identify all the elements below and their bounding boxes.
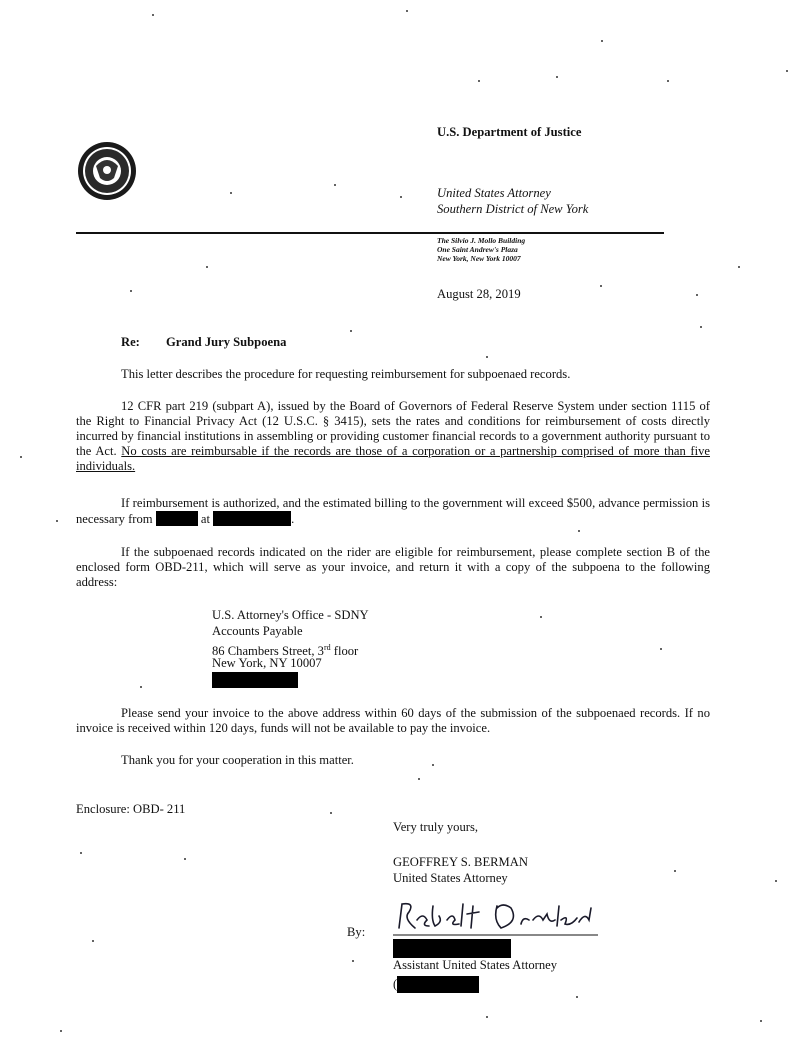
subject-text: Grand Jury Subpoena (166, 335, 287, 349)
scan-speck (478, 80, 480, 82)
salutation: Very truly yours, (393, 820, 478, 834)
scan-speck (92, 940, 94, 942)
scan-speck (738, 266, 740, 268)
signer-title: Assistant United States Attorney (393, 958, 558, 972)
redaction-box (213, 511, 291, 526)
doj-seal (76, 140, 138, 202)
scan-speck (230, 192, 232, 194)
by-label: By: (347, 925, 366, 939)
paragraph-3 (76, 496, 710, 527)
paragraph-6: Thank you for your cooperation in this matter. (121, 753, 354, 767)
scan-speck (760, 1020, 762, 1022)
enclosure-line: Enclosure: OBD- 211 (76, 802, 186, 816)
department-heading: U.S. Department of Justice (437, 125, 582, 139)
address-line-1: The Silvio J. Mollo Building (437, 236, 526, 245)
scan-speck (556, 76, 558, 78)
redaction-box (212, 672, 298, 688)
remit-address-line-1: U.S. Attorney's Office - SDNY (212, 608, 369, 622)
paragraph-1: This letter describes the procedure for requesting reimbursement for subpoenaed records. (121, 367, 571, 381)
paragraph-3-at: at (200, 512, 210, 526)
scan-speck (56, 520, 58, 522)
office-line-1: United States Attorney (437, 186, 551, 200)
scan-speck (80, 852, 82, 854)
scan-speck (334, 184, 336, 186)
paragraph-3-text: If reimbursement is authorized, and the estimated billing to the government will exceed $500, advance permission is necessary from (76, 496, 710, 526)
signatory-title: United States Attorney (393, 871, 508, 885)
scan-speck (486, 1016, 488, 1018)
scan-speck (775, 880, 777, 882)
scan-speck (406, 10, 408, 12)
street: 86 Chambers Street, 3 (212, 644, 324, 659)
paragraph-5: Please send your invoice to the above address within 60 days of the submission of the subpoenaed records. If no invoice is received within 120 days, funds will not be available to pay the invoice. (76, 706, 710, 735)
redaction-box (393, 939, 511, 958)
remit-address-line-4: New York, NY 10007 (212, 656, 322, 670)
scan-speck (540, 616, 542, 618)
redaction-box (156, 511, 198, 526)
scan-speck (486, 356, 488, 358)
scan-speck (130, 290, 132, 292)
scan-speck (20, 456, 22, 458)
subject-label: Re: (121, 335, 140, 349)
office-line-2: Southern District of New York (437, 202, 589, 216)
address-line-2: One Saint Andrew's Plaza (437, 245, 518, 254)
address-line-3: New York, New York 10007 (437, 254, 521, 263)
handwritten-signature (393, 898, 598, 938)
scan-speck (330, 812, 332, 814)
scan-speck (674, 870, 676, 872)
scan-speck (696, 294, 698, 296)
scan-speck (660, 648, 662, 650)
scan-speck (576, 996, 578, 998)
scan-speck (184, 858, 186, 860)
scan-speck (432, 764, 434, 766)
paragraph-2 (76, 399, 710, 474)
floor: floor (330, 644, 359, 659)
scan-speck (352, 960, 354, 962)
paren: ( (393, 977, 398, 991)
scan-speck (578, 530, 580, 532)
paragraph-3-end: . (291, 512, 295, 526)
scan-speck (140, 686, 142, 688)
letter-date: August 28, 2019 (437, 287, 521, 301)
scan-speck (786, 70, 788, 72)
scan-speck (600, 285, 602, 287)
remit-address-line-2: Accounts Payable (212, 624, 303, 638)
scan-speck (400, 196, 402, 198)
scan-speck (700, 326, 702, 328)
letterhead-rule (76, 232, 664, 234)
paragraph-4: If the subpoenaed records indicated on the rider are eligible for reimbursement, please complete section B of the enclosed form OBD-211, which will serve as your invoice, and return it with a copy of the subpoena to the following address: (76, 545, 710, 589)
redaction-box (397, 976, 479, 993)
scan-speck (350, 330, 352, 332)
scan-speck (60, 1030, 62, 1032)
scan-speck (601, 40, 603, 42)
paragraph-2-underlined: No costs are reimbursable if the records are those of a corporation or a partnership comprised of more than five individuals. (76, 444, 710, 473)
scan-speck (667, 80, 669, 82)
scan-speck (418, 778, 420, 780)
paragraph-2-text: 12 CFR part 219 (subpart A), issued by the Board of Governors of Federal Reserve System under section 1115 of the Right to Financial Privacy Act (12 U.S.C. § 3415), sets the rates and conditions for reimbursement of costs directly incurred by financial institutions in assembling or providing customer financial records to a government authority pursuant to the Act. (76, 399, 710, 458)
ordinal-suffix: rd (323, 643, 331, 652)
scan-speck (152, 14, 154, 16)
scan-speck (206, 266, 208, 268)
signatory-name: GEOFFREY S. BERMAN (393, 855, 528, 869)
